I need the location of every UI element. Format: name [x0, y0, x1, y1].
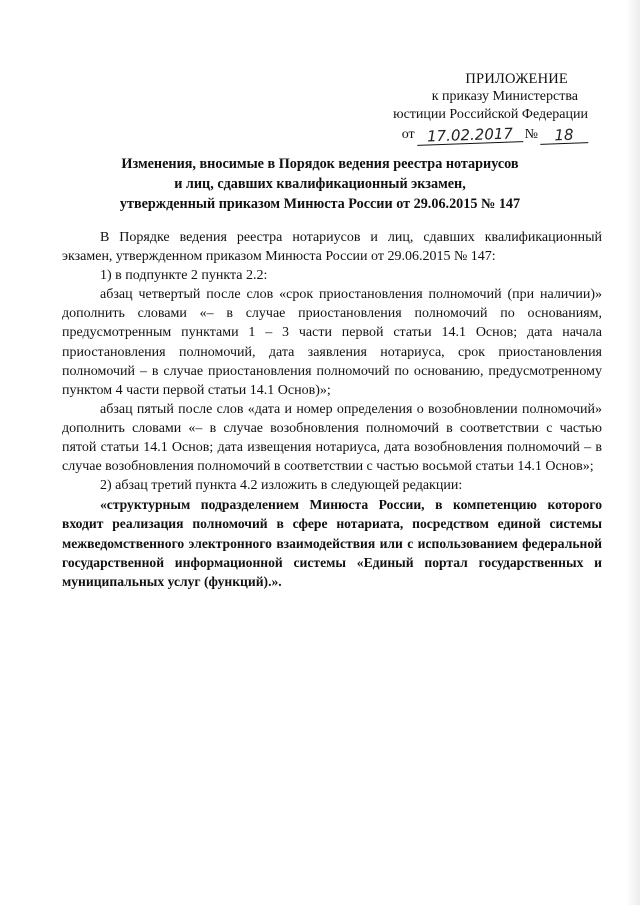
handwritten-number: 18	[540, 126, 589, 145]
title-line-3: утвержденный приказом Минюста России от 29.06.2015 № 147	[119, 196, 521, 212]
appendix-line-order: к приказу Министерства	[431, 89, 578, 104]
paragraph-intro: В Порядке ведения реестра нотариусов и лиц, сдавших квалификационный экзамен, утвержденном приказом Минюста России от 29.06.2015 № 147:	[62, 230, 602, 265]
appendix-header	[393, 70, 588, 144]
handwritten-date: 17.02.2017	[416, 125, 523, 146]
appendix-line-ministry: юстиции Российской Федерации	[393, 107, 588, 122]
paragraph-item-1: 1) в подпункте 2 пункта 2.2:	[100, 268, 268, 284]
date-prefix: от	[401, 127, 415, 142]
paragraph-item-2: 2) абзац третий пункта 4.2 изложить в следующей редакции:	[100, 478, 463, 494]
scan-edge	[626, 0, 640, 905]
paragraph-fifth-abzac: абзац пятый после слов «дата и номер определения о возобновлении полномочий» дополнить словами «– в случае возобновления полномочий в соответствии с частью пятой статьи 14.1 Основ; дата извещения нотариуса, дата возобновления полномочий – в случае возобновления полномочий в соответствии с частью восьмой статьи 14.1 Основ»;	[62, 401, 602, 475]
document-title	[70, 154, 570, 214]
paragraph-fourth-abzac: абзац четвертый после слов «срок приостановления полномочий (при наличии)» дополнить словами «– в случае приостановления полномочий по основаниям, предусмотренным пунктами 1 – 3 части первой статьи 14.1 Основ; дата начала приостановления полномочий, дата заявления нотариуса, срок приостановления полномочий – в случае приостановления полномочий по основанию, предусмотренному пунктом 4 части первой статьи 14.1 Основ)»;	[62, 287, 602, 398]
document-body	[62, 228, 602, 591]
paragraph-new-wording: «структурным подразделением Минюста России, в компетенцию которого входит реализация полномочий в сфере нотариата, посредством единой системы межведомственного электронного взаимодействия или с использованием федеральной государственной информационной системы «Единый портал государственных и муниципальных услуг (функций).».	[62, 497, 602, 589]
title-line-1: Изменения, вносимые в Порядок ведения реестра нотариусов	[121, 156, 519, 172]
number-sign: №	[524, 127, 538, 142]
title-line-2: и лиц, сдавших квалификационный экзамен,	[174, 176, 466, 192]
appendix-heading: ПРИЛОЖЕНИЕ	[465, 71, 568, 87]
appendix-date-line	[402, 126, 588, 144]
